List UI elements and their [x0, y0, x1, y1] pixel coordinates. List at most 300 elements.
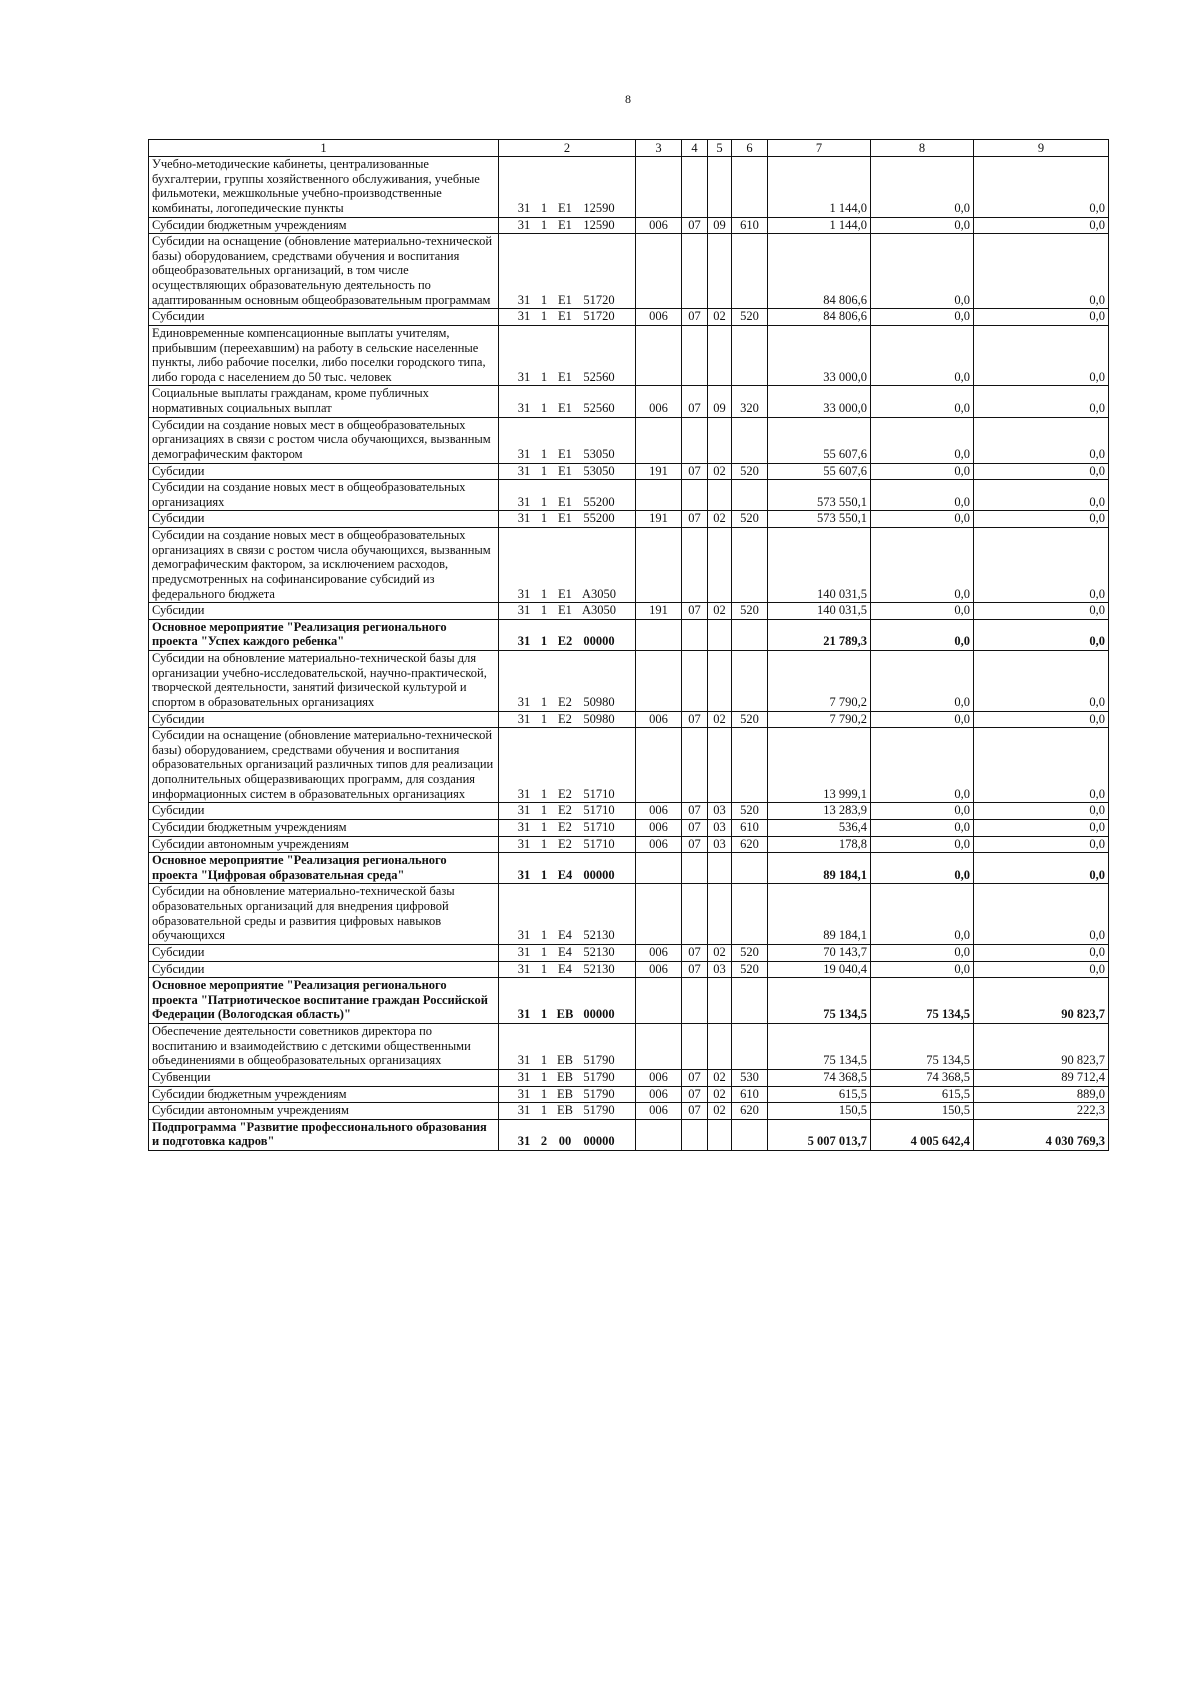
- header-cell: 2: [499, 140, 636, 157]
- ministry-code: [636, 417, 682, 463]
- ministry-code: 006: [636, 386, 682, 417]
- section-code: [682, 1119, 708, 1150]
- amount-col-8: 0,0: [871, 884, 974, 945]
- amount-col-7: 7 790,2: [768, 651, 871, 712]
- table-row: [149, 234, 1109, 309]
- section-code: [682, 978, 708, 1024]
- section-code: [682, 417, 708, 463]
- row-name: Субсидии на оснащение (обновление материально-технической базы) оборудованием, средствами обучения и воспитания образовательных организаций различных типов для реализации дополнительных общеразвивающих программ, для создания информационных систем в образовательных организациях: [149, 728, 499, 803]
- table-row: [149, 386, 1109, 417]
- code-part: 1: [540, 1086, 548, 1101]
- expense-type-code: 610: [732, 217, 768, 234]
- ministry-code: 006: [636, 836, 682, 853]
- ministry-code: 006: [636, 961, 682, 978]
- amount-col-8: 0,0: [871, 157, 974, 218]
- amount-col-7: 573 550,1: [768, 480, 871, 511]
- amount-col-8: 0,0: [871, 511, 974, 528]
- ministry-code: [636, 978, 682, 1024]
- code-part: 53050: [583, 463, 615, 478]
- code-part: 1: [540, 463, 548, 478]
- code-part: 31: [517, 1053, 531, 1068]
- amount-col-9: 90 823,7: [974, 978, 1109, 1024]
- target-code: [499, 711, 636, 728]
- code-part: 1: [540, 401, 548, 415]
- code-part: EB: [556, 1007, 574, 1022]
- amount-col-9: 0,0: [974, 853, 1109, 884]
- target-code: [499, 417, 636, 463]
- amount-col-7: 55 607,6: [768, 463, 871, 480]
- section-code: 07: [682, 463, 708, 480]
- subsection-code: [708, 728, 732, 803]
- code-part: 31: [517, 1007, 531, 1022]
- table-row: [149, 157, 1109, 218]
- ministry-code: 191: [636, 603, 682, 620]
- subsection-code: 02: [708, 1086, 732, 1103]
- budget-table: [148, 139, 1109, 1151]
- amount-col-7: 13 283,9: [768, 803, 871, 820]
- section-code: 07: [682, 1103, 708, 1120]
- table-row: [149, 325, 1109, 386]
- code-part: 31: [517, 603, 531, 618]
- amount-col-9: 0,0: [974, 511, 1109, 528]
- subsection-code: 02: [708, 711, 732, 728]
- expense-type-code: 520: [732, 511, 768, 528]
- expense-type-code: [732, 417, 768, 463]
- amount-col-7: 13 999,1: [768, 728, 871, 803]
- code-part: 31: [517, 819, 531, 834]
- row-name: Субсидии на создание новых мест в общеобразовательных организациях в связи с ростом числа обучающихся, вызванным демографическим фактором: [149, 417, 499, 463]
- target-code: [499, 325, 636, 386]
- code-part: 51720: [583, 292, 615, 307]
- ministry-code: [636, 728, 682, 803]
- amount-col-8: 0,0: [871, 463, 974, 480]
- section-code: 07: [682, 803, 708, 820]
- amount-col-9: 0,0: [974, 217, 1109, 234]
- subsection-code: 02: [708, 1103, 732, 1120]
- amount-col-7: 89 184,1: [768, 853, 871, 884]
- amount-col-8: 75 134,5: [871, 978, 974, 1024]
- code-part: 53050: [583, 446, 615, 461]
- amount-col-9: 0,0: [974, 961, 1109, 978]
- code-part: 1: [540, 494, 548, 509]
- code-part: 1: [540, 694, 548, 709]
- amount-col-8: 0,0: [871, 309, 974, 326]
- code-part: 1: [540, 1007, 548, 1022]
- code-part: 1: [540, 309, 548, 324]
- expense-type-code: [732, 528, 768, 603]
- row-name: Субсидии: [149, 944, 499, 961]
- subsection-code: [708, 157, 732, 218]
- expense-type-code: 520: [732, 961, 768, 978]
- code-part: E2: [558, 786, 572, 801]
- subsection-code: [708, 234, 732, 309]
- table-row: [149, 417, 1109, 463]
- section-code: [682, 528, 708, 603]
- ministry-code: 006: [636, 309, 682, 326]
- target-code: [499, 1024, 636, 1070]
- section-code: 07: [682, 836, 708, 853]
- amount-col-9: 0,0: [974, 803, 1109, 820]
- expense-type-code: 520: [732, 463, 768, 480]
- table-row: [149, 528, 1109, 603]
- row-name: Субсидии бюджетным учреждениям: [149, 217, 499, 234]
- section-code: [682, 1024, 708, 1070]
- amount-col-9: 4 030 769,3: [974, 1119, 1109, 1150]
- row-name: Субсидии: [149, 961, 499, 978]
- subsection-code: 03: [708, 961, 732, 978]
- table-row: [149, 1069, 1109, 1086]
- target-code: [499, 511, 636, 528]
- code-part: E1: [558, 603, 572, 618]
- amount-col-8: 0,0: [871, 728, 974, 803]
- table-row: [149, 619, 1109, 650]
- amount-col-8: 75 134,5: [871, 1024, 974, 1070]
- subsection-code: [708, 417, 732, 463]
- section-code: 07: [682, 711, 708, 728]
- row-name: Субсидии автономным учреждениям: [149, 1103, 499, 1120]
- section-code: 07: [682, 511, 708, 528]
- target-code: [499, 961, 636, 978]
- target-code: [499, 651, 636, 712]
- subsection-code: 02: [708, 463, 732, 480]
- header-cell: 4: [682, 140, 708, 157]
- subsection-code: [708, 528, 732, 603]
- section-code: [682, 853, 708, 884]
- ministry-code: [636, 619, 682, 650]
- ministry-code: 006: [636, 217, 682, 234]
- code-part: 1: [540, 217, 548, 232]
- code-part: E1: [558, 401, 572, 415]
- header-cell: 1: [149, 140, 499, 157]
- code-part: 50980: [583, 694, 615, 709]
- table-row: [149, 309, 1109, 326]
- code-part: 51710: [583, 786, 615, 801]
- section-code: 07: [682, 1086, 708, 1103]
- target-code: [499, 1086, 636, 1103]
- code-part: 1: [540, 1103, 548, 1118]
- expense-type-code: 610: [732, 819, 768, 836]
- code-part: 12590: [583, 200, 615, 215]
- table-row: [149, 961, 1109, 978]
- subsection-code: [708, 884, 732, 945]
- table-row: [149, 711, 1109, 728]
- code-part: 1: [540, 836, 548, 851]
- target-code: [499, 217, 636, 234]
- code-part: 51790: [583, 1053, 615, 1068]
- amount-col-7: 573 550,1: [768, 511, 871, 528]
- expense-type-code: 520: [732, 711, 768, 728]
- row-name: Субсидии: [149, 511, 499, 528]
- code-part: 31: [517, 369, 531, 384]
- table-row: [149, 217, 1109, 234]
- amount-col-8: 0,0: [871, 944, 974, 961]
- ministry-code: 006: [636, 1103, 682, 1120]
- code-part: 52560: [583, 401, 615, 415]
- code-part: 31: [517, 1086, 531, 1101]
- amount-col-8: 74 368,5: [871, 1069, 974, 1086]
- amount-col-7: 75 134,5: [768, 1024, 871, 1070]
- code-part: 1: [540, 928, 548, 943]
- amount-col-9: 0,0: [974, 944, 1109, 961]
- table-row: [149, 1103, 1109, 1120]
- amount-col-9: 0,0: [974, 325, 1109, 386]
- code-part: 31: [517, 1134, 531, 1149]
- code-part: 51710: [583, 836, 615, 851]
- amount-col-9: 0,0: [974, 728, 1109, 803]
- code-part: 31: [517, 711, 531, 726]
- target-code: [499, 463, 636, 480]
- code-part: E1: [558, 586, 572, 601]
- amount-col-7: 74 368,5: [768, 1069, 871, 1086]
- code-part: EB: [557, 1103, 573, 1118]
- expense-type-code: [732, 651, 768, 712]
- target-code: [499, 157, 636, 218]
- section-code: 07: [682, 961, 708, 978]
- expense-type-code: 520: [732, 944, 768, 961]
- amount-col-9: 0,0: [974, 309, 1109, 326]
- expense-type-code: 520: [732, 603, 768, 620]
- code-part: E4: [558, 944, 572, 959]
- table-row: [149, 853, 1109, 884]
- code-part: 12590: [583, 217, 615, 232]
- code-part: 31: [517, 292, 531, 307]
- code-part: E2: [558, 711, 572, 726]
- target-code: [499, 1103, 636, 1120]
- code-part: 1: [540, 292, 548, 307]
- expense-type-code: 620: [732, 836, 768, 853]
- amount-col-7: 536,4: [768, 819, 871, 836]
- section-code: [682, 234, 708, 309]
- section-code: 07: [682, 386, 708, 417]
- amount-col-7: 615,5: [768, 1086, 871, 1103]
- subsection-code: 02: [708, 1069, 732, 1086]
- table-row: [149, 603, 1109, 620]
- amount-col-7: 150,5: [768, 1103, 871, 1120]
- row-name: Субсидии: [149, 711, 499, 728]
- code-part: 1: [540, 944, 548, 959]
- subsection-code: [708, 978, 732, 1024]
- amount-col-9: 0,0: [974, 480, 1109, 511]
- target-code: [499, 728, 636, 803]
- table-row: [149, 1024, 1109, 1070]
- expense-type-code: [732, 853, 768, 884]
- code-part: 31: [517, 401, 531, 415]
- amount-col-8: 0,0: [871, 386, 974, 417]
- row-name: Субсидии: [149, 603, 499, 620]
- code-part: 1: [540, 200, 548, 215]
- amount-col-9: 90 823,7: [974, 1024, 1109, 1070]
- amount-col-9: 0,0: [974, 157, 1109, 218]
- row-name: Субсидии: [149, 309, 499, 326]
- subsection-code: [708, 853, 732, 884]
- code-part: 1: [540, 711, 548, 726]
- subsection-code: [708, 1119, 732, 1150]
- code-part: 00000: [583, 1134, 615, 1149]
- row-name: Субсидии на оснащение (обновление материально-технической базы) оборудованием, средствами обучения и воспитания общеобразовательных организаций, в том числе осуществляющих образовательную деятельность по адаптированным основным общеобразовательным программам: [149, 234, 499, 309]
- header-cell: 9: [974, 140, 1109, 157]
- ministry-code: 006: [636, 803, 682, 820]
- amount-col-8: 0,0: [871, 325, 974, 386]
- code-part: 31: [517, 928, 531, 943]
- code-part: 00000: [583, 1007, 615, 1022]
- code-part: E4: [558, 961, 572, 976]
- amount-col-8: 0,0: [871, 234, 974, 309]
- expense-type-code: 320: [732, 386, 768, 417]
- amount-col-7: 1 144,0: [768, 157, 871, 218]
- code-part: 31: [517, 1103, 531, 1118]
- row-name: Подпрограмма "Развитие профессионального образования и подготовка кадров": [149, 1119, 499, 1150]
- section-code: [682, 884, 708, 945]
- code-part: E2: [558, 694, 572, 709]
- amount-col-7: 178,8: [768, 836, 871, 853]
- subsection-code: 03: [708, 819, 732, 836]
- row-name: Основное мероприятие "Реализация регионального проекта "Патриотическое воспитание граждан Российской Федерации (Вологодская область)": [149, 978, 499, 1024]
- expense-type-code: 520: [732, 309, 768, 326]
- code-part: E1: [558, 217, 572, 232]
- row-name: Субсидии: [149, 463, 499, 480]
- amount-col-8: 0,0: [871, 853, 974, 884]
- target-code: [499, 528, 636, 603]
- amount-col-7: 19 040,4: [768, 961, 871, 978]
- header-cell: 3: [636, 140, 682, 157]
- code-part: 51790: [583, 1069, 615, 1084]
- code-part: 51720: [583, 309, 615, 324]
- amount-col-7: 70 143,7: [768, 944, 871, 961]
- amount-col-7: 84 806,6: [768, 234, 871, 309]
- table-row: [149, 978, 1109, 1024]
- table-row: [149, 651, 1109, 712]
- code-part: A3050: [581, 586, 617, 601]
- amount-col-9: 0,0: [974, 386, 1109, 417]
- subsection-code: 02: [708, 511, 732, 528]
- amount-col-7: 1 144,0: [768, 217, 871, 234]
- section-code: 07: [682, 1069, 708, 1086]
- expense-type-code: 610: [732, 1086, 768, 1103]
- code-part: 51790: [583, 1103, 615, 1118]
- amount-col-9: 0,0: [974, 603, 1109, 620]
- code-part: 31: [517, 694, 531, 709]
- code-part: E4: [557, 867, 573, 882]
- subsection-code: 03: [708, 836, 732, 853]
- section-code: [682, 480, 708, 511]
- header-cell: 7: [768, 140, 871, 157]
- code-part: E2: [557, 634, 573, 649]
- table-row: [149, 884, 1109, 945]
- table-row: [149, 480, 1109, 511]
- code-part: 31: [517, 786, 531, 801]
- table-body: [149, 140, 1109, 1151]
- amount-col-8: 0,0: [871, 651, 974, 712]
- ministry-code: 006: [636, 944, 682, 961]
- expense-type-code: 520: [732, 803, 768, 820]
- row-name: Учебно-методические кабинеты, централизованные бухгалтерии, группы хозяйственного обслуживания, учебные фильмотеки, межшкольные учебно-производственные комбинаты, логопедические пункты: [149, 157, 499, 218]
- code-part: 1: [540, 634, 548, 649]
- expense-type-code: [732, 1024, 768, 1070]
- code-part: 31: [517, 463, 531, 478]
- section-code: [682, 728, 708, 803]
- code-part: 1: [540, 786, 548, 801]
- target-code: [499, 619, 636, 650]
- amount-col-8: 0,0: [871, 836, 974, 853]
- target-code: [499, 819, 636, 836]
- ministry-code: [636, 480, 682, 511]
- expense-type-code: 530: [732, 1069, 768, 1086]
- ministry-code: [636, 1024, 682, 1070]
- code-part: 1: [540, 819, 548, 834]
- code-part: E1: [558, 200, 572, 215]
- subsection-code: [708, 619, 732, 650]
- expense-type-code: [732, 978, 768, 1024]
- amount-col-7: 140 031,5: [768, 603, 871, 620]
- code-part: 52130: [583, 928, 615, 943]
- row-name: Обеспечение деятельности советников директора по воспитанию и взаимодействию с детскими общественными объединениями в общеобразовательных организациях: [149, 1024, 499, 1070]
- header-cell: 6: [732, 140, 768, 157]
- amount-col-8: 0,0: [871, 803, 974, 820]
- expense-type-code: [732, 1119, 768, 1150]
- code-part: 1: [540, 1069, 548, 1084]
- target-code: [499, 836, 636, 853]
- subsection-code: [708, 651, 732, 712]
- amount-col-9: 0,0: [974, 463, 1109, 480]
- code-part: EB: [557, 1069, 573, 1084]
- code-part: 31: [517, 586, 531, 601]
- ministry-code: 006: [636, 711, 682, 728]
- table-row: [149, 1119, 1109, 1150]
- code-part: 52130: [583, 961, 615, 976]
- code-part: 31: [517, 1069, 531, 1084]
- target-code: [499, 1069, 636, 1086]
- section-code: 07: [682, 944, 708, 961]
- code-part: 31: [517, 200, 531, 215]
- subsection-code: [708, 480, 732, 511]
- target-code: [499, 480, 636, 511]
- code-part: 31: [517, 944, 531, 959]
- code-part: E4: [558, 928, 572, 943]
- code-part: 1: [540, 803, 548, 818]
- table-row: [149, 803, 1109, 820]
- amount-col-8: 0,0: [871, 603, 974, 620]
- section-code: [682, 157, 708, 218]
- row-name: Социальные выплаты гражданам, кроме публичных нормативных социальных выплат: [149, 386, 499, 417]
- table-row: [149, 463, 1109, 480]
- expense-type-code: [732, 157, 768, 218]
- code-part: 1: [540, 1053, 548, 1068]
- code-part: 1: [540, 867, 548, 882]
- code-part: E1: [558, 369, 572, 384]
- code-part: E1: [558, 309, 572, 324]
- amount-col-7: 140 031,5: [768, 528, 871, 603]
- row-name: Субсидии на создание новых мест в общеобразовательных организациях в связи с ростом числа обучающихся, вызванным демографическим фактором, за исключением расходов, предусмотренных на софинансирование субсидий из федерального бюджета: [149, 528, 499, 603]
- header-cell: 5: [708, 140, 732, 157]
- code-part: 51790: [583, 1086, 615, 1101]
- row-name: Субсидии на создание новых мест в общеобразовательных организациях: [149, 480, 499, 511]
- code-part: 31: [517, 803, 531, 818]
- section-code: [682, 619, 708, 650]
- code-part: EB: [557, 1086, 573, 1101]
- subsection-code: [708, 325, 732, 386]
- target-code: [499, 853, 636, 884]
- target-code: [499, 309, 636, 326]
- amount-col-7: 84 806,6: [768, 309, 871, 326]
- section-code: 07: [682, 217, 708, 234]
- section-code: [682, 325, 708, 386]
- target-code: [499, 603, 636, 620]
- amount-col-9: 0,0: [974, 819, 1109, 836]
- code-part: 31: [517, 511, 531, 526]
- subsection-code: 02: [708, 309, 732, 326]
- table-row: [149, 1086, 1109, 1103]
- code-part: 51710: [583, 803, 615, 818]
